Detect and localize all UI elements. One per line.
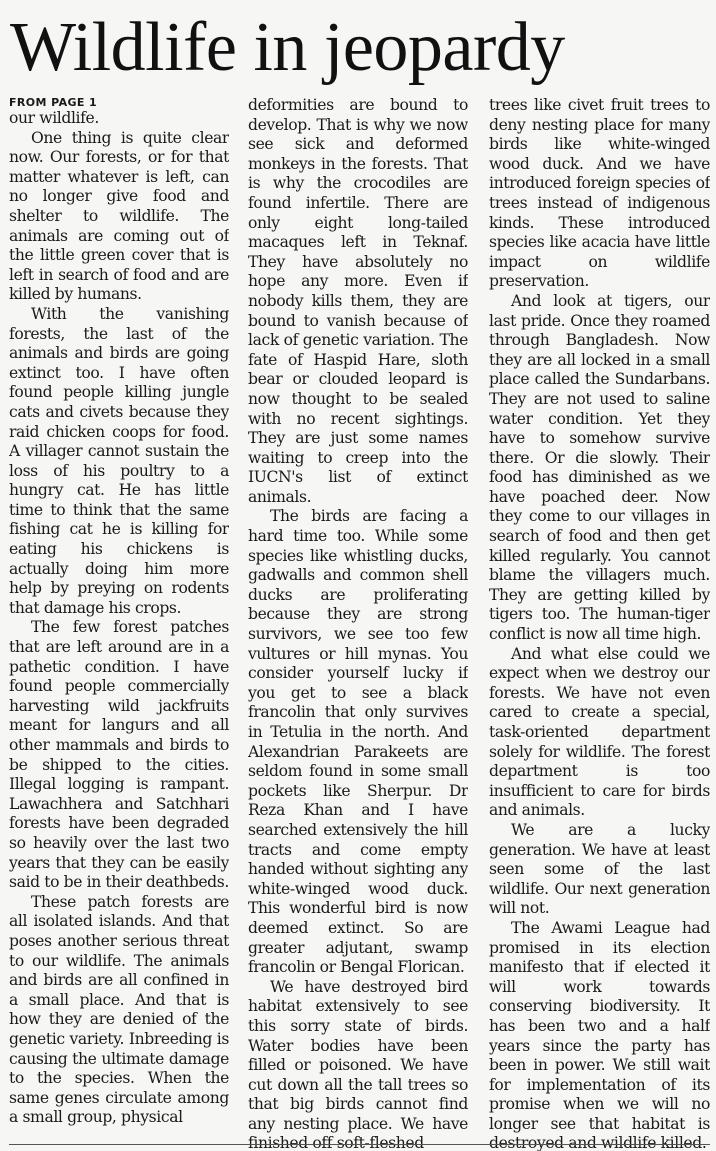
jump-label: FROM PAGE 1 xyxy=(9,96,98,109)
article-column-3 xyxy=(489,96,710,1151)
paragraph: We have destroyed bird habitat extensively to see this sorry state of birds. Water bodies have been filled or poisoned. We have cut down all the tall trees so that big birds cannot find any nesting place. We have finished off soft-fleshed xyxy=(248,977,468,1151)
paragraph: our wildlife. xyxy=(9,109,99,127)
paragraph: With the vanishing forests, the last of the animals and birds are going extinct too. I have often found people killing jungle cats and civets because they raid chicken coops for food. A villager cannot sustain the loss of his poultry to a hungry cat. He has little time to think that the same fishing cat he is killing for eating his chickens is actually doing him more help by preying on rodents that damage his crops. xyxy=(9,304,229,617)
paragraph: We are a lucky generation. We have at least seen some of the last wildlife. Our next generation will not. xyxy=(489,820,710,918)
paragraph: One thing is quite clear now. Our forests, or for that matter whatever is left, can no longer give food and shelter to wildlife. The animals are coming out of the little green cover that is left in search of food and are killed by humans. xyxy=(9,128,229,304)
paragraph: And what else could we expect when we destroy our forests. We have not even cared to create a special, task-oriented department solely for wildlife. The forest department is too insufficient to care for birds and animals. xyxy=(489,644,710,820)
paragraph: The few forest patches that are left around are in a pathetic condition. I have found people commercially harvesting wild jackfruits meant for langurs and all other mammals and birds to be shipped to the cities. Illegal logging is rampant. Lawachhera and Satchhari forests have been degraded so heavily over the last two years that they can be easily said to be in their deathbeds. xyxy=(9,618,229,892)
article-column-2 xyxy=(248,96,468,1151)
paragraph: deformities are bound to develop. That is why we now see sick and deformed monkeys in the forests. That is why the crocodiles are found infertile. There are only eight long-tailed macaques left in Teknaf. They have absolutely no hope any more. Even if nobody kills them, they are bound to vanish because of lack of genetic variation. The fate of Haspid Hare, sloth bear or clouded leopard is now thought to be sealed with no recent sightings. They are just some names waiting to creep into the IUCN's list of extinct animals. xyxy=(248,96,468,506)
headline: Wildlife in jeopardy xyxy=(10,9,565,86)
paragraph: These patch forests are all isolated islands. And that poses another serious threat to our wildlife. The animals and birds are all confined in a small place. And that is how they are denied of the genetic variety. Inbreeding is causing the ultimate damage to the species. When the same genes circulate among a small group, physical xyxy=(9,892,229,1127)
article-column-1 xyxy=(9,96,229,1151)
bottom-rule xyxy=(9,1144,710,1145)
paragraph: And look at tigers, our last pride. Once they roamed through Bangladesh. Now they are all locked in a small place called the Sundarbans. They are not used to saline water condition. Yet they have to somehow survive there. Or die slowly. Their food has diminished as we have poached deer. Now they come to our villages in search of food and then get killed regularly. You cannot blame the villagers much. They are getting killed by tigers too. The human-tiger conflict is now all time high. xyxy=(489,291,710,644)
paragraph: trees like civet fruit trees to deny nesting place for many birds like white-winged wood duck. And we have introduced foreign species of trees instead of indigenous kinds. These introduced species like acacia have little impact on wildlife preservation. xyxy=(489,96,710,291)
paragraph: The birds are facing a hard time too. While some species like whistling ducks, gadwalls and common shell ducks are proliferating because they are strong survivors, we see too few vultures or hill mynas. You consider yourself lucky if you get to see a black francolin that only survives in Tetulia in the north. And Alexandrian Parakeets are seldom found in some small pockets like Sherpur. Dr Reza Khan and I have searched extensively the hill tracts and come empty handed without sighting any white-winged wood duck. This wonderful bird is now deemed extinct. So are greater adjutant, swamp francolin or Bengal Florican. xyxy=(248,507,468,977)
paragraph: The Awami League had promised in its election manifesto that if elected it will work towards conserving biodiversity. It has been two and a half years since the party has been in power. We still wait for implementation of its promise when we will no longer see that habitat is destroyed and wildlife killed. xyxy=(489,918,710,1151)
